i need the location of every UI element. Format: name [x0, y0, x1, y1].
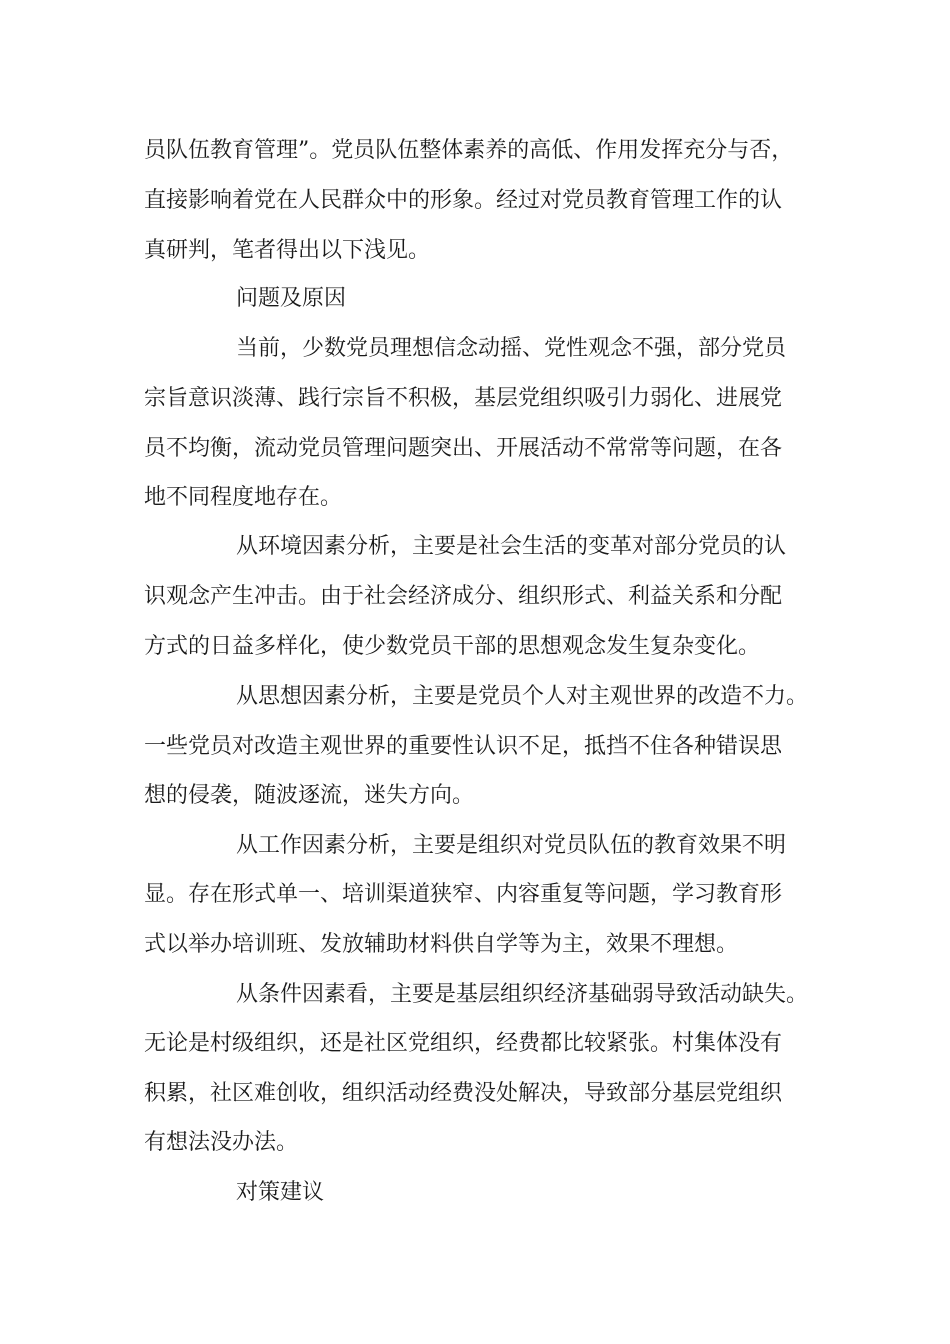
text-line: 员不均衡，流动党员管理问题突出、开展活动不常常等问题，在各 [144, 436, 783, 461]
text-line: 积累，社区难创收，组织活动经费没处解决，导致部分基层党组织 [144, 1081, 783, 1106]
text-line: 宗旨意识淡薄、践行宗旨不积极，基层党组织吸引力弱化、进展党 [144, 386, 783, 411]
paragraph-first-line: 从工作因素分析，主要是组织对党员队伍的教育效果不明 [236, 833, 787, 858]
paragraph-first-line: 从条件因素看，主要是基层组织经济基础弱导致活动缺失。 [236, 982, 809, 1007]
section-heading: 问题及原因 [236, 286, 347, 311]
text-line: 想的侵袭，随波逐流，迷失方向。 [144, 783, 475, 808]
text-line: 真研判，笔者得出以下浅见。 [144, 238, 431, 263]
text-line: 一些党员对改造主观世界的重要性认识不足，抵挡不住各种错误思 [144, 734, 783, 759]
paragraph-first-line: 从环境因素分析，主要是社会生活的变革对部分党员的认 [236, 534, 787, 559]
paragraph-first-line: 从思想因素分析，主要是党员个人对主观世界的改造不力。 [236, 684, 809, 709]
text-line: 显。存在形式单一、培训渠道狭窄、内容重复等问题，学习教育形 [144, 882, 783, 907]
text-line: 无论是村级组织，还是社区党组织，经费都比较紧张。村集体没有 [144, 1031, 783, 1056]
section-heading: 对策建议 [236, 1180, 325, 1205]
text-line: 地不同程度地存在。 [144, 485, 343, 510]
text-line: 方式的日益多样化，使少数党员干部的思想观念发生复杂变化。 [144, 634, 761, 659]
text-line: 直接影响着党在人民群众中的形象。经过对党员教育管理工作的认 [144, 188, 783, 213]
text-line: 有想法没办法。 [144, 1130, 299, 1155]
text-line: 员队伍教育管理”。党员队伍整体素养的高低、作用发挥充分与否， [144, 138, 794, 163]
text-line: 式以举办培训班、发放辅助材料供自学等为主，效果不理想。 [144, 932, 739, 957]
text-line: 识观念产生冲击。由于社会经济成分、组织形式、利益关系和分配 [144, 584, 783, 609]
paragraph-first-line: 当前，少数党员理想信念动摇、党性观念不强，部分党员 [236, 336, 787, 361]
